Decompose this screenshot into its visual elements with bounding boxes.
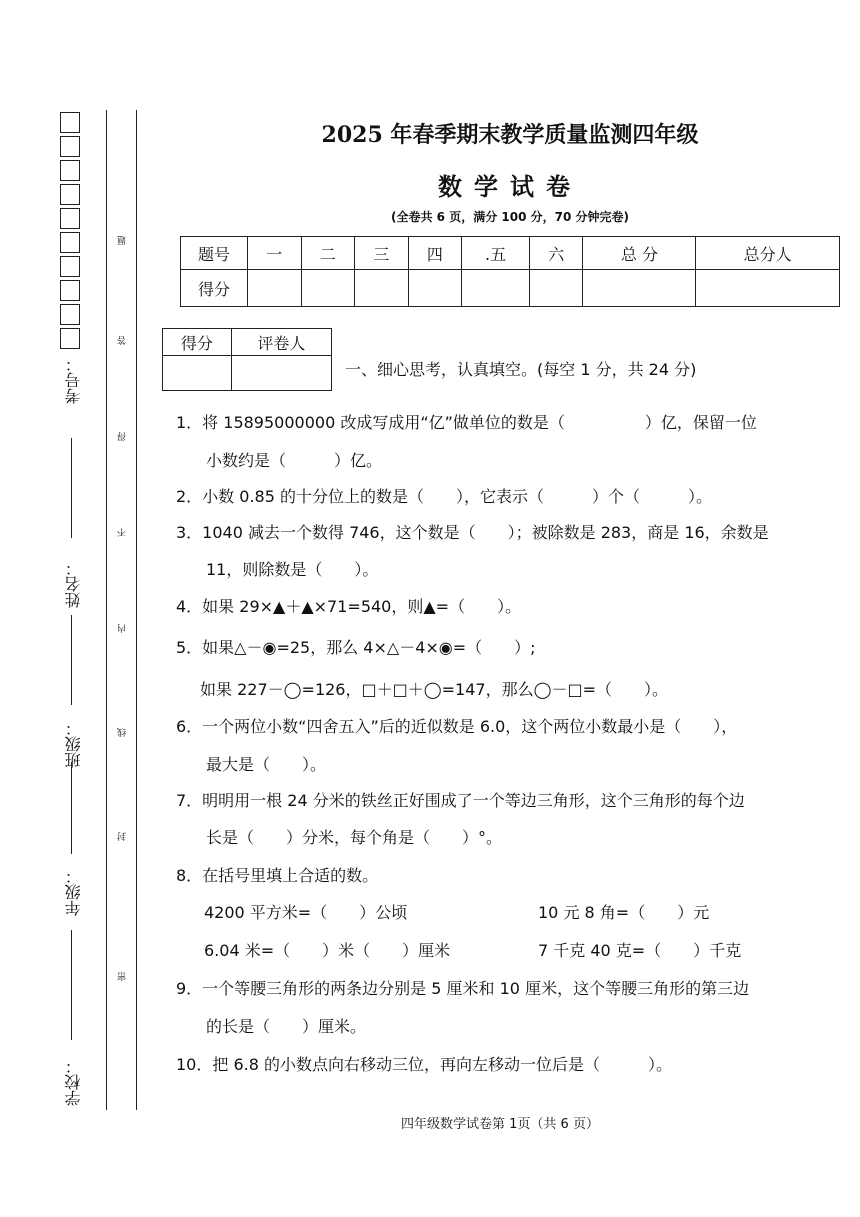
question-8-item-2: 10 元 8 角=（ ）元 [538, 903, 710, 922]
seal-char: 线 [118, 728, 128, 737]
score-cell[interactable] [248, 270, 302, 307]
class-fill-line [71, 615, 72, 705]
grader-table [162, 328, 332, 391]
question-8-item-1: 4200 平方米=（ ）公顷 [204, 903, 408, 922]
exam-subtitle: 数学试卷 [438, 173, 582, 201]
name-fill-line [71, 438, 72, 538]
grader-score-cell[interactable] [163, 356, 232, 391]
digit-box [60, 256, 80, 277]
question-9-line-2: 的长是（ ）厘米。 [206, 1017, 367, 1036]
question-3-line-1: 3．1040 减去一个数得 746，这个数是（ ）；被除数是 283，商是 16，余数是 [176, 523, 769, 542]
school-fill-line [71, 930, 72, 1040]
score-header-cell: 题号 [181, 237, 248, 270]
score-header-cell: 总分人 [696, 237, 840, 270]
score-header-cell: 二 [301, 237, 355, 270]
score-header-cell: 一 [248, 237, 302, 270]
seal-char: 题 [118, 236, 128, 245]
score-header-cell: 三 [355, 237, 409, 270]
question-3-line-2: 11，则除数是（ ）。 [206, 560, 379, 579]
school-label: 学校： [64, 1058, 83, 1106]
score-value-row [181, 270, 840, 307]
digit-box [60, 280, 80, 301]
question-1-line-2: 小数约是（ ）亿。 [206, 451, 383, 470]
seal-char: 密 [118, 972, 128, 981]
question-1-line-1: 1．将 15895000000 改成写成用“亿”做单位的数是（ ）亿，保留一位 [176, 413, 757, 432]
grader-score-label: 得分 [163, 329, 232, 356]
score-cell[interactable] [408, 270, 462, 307]
binding-line-left [106, 110, 107, 1110]
score-header-row [181, 237, 840, 270]
exam-number-label: 考号： [64, 356, 83, 404]
score-header-cell: 总 分 [583, 237, 696, 270]
score-cell[interactable] [583, 270, 696, 307]
score-cell[interactable] [696, 270, 840, 307]
class-label: 班级： [64, 720, 83, 768]
question-8-item-3: 6.04 米=（ ）米（ ）厘米 [204, 941, 451, 960]
binding-line-right [136, 110, 137, 1110]
score-cell[interactable] [355, 270, 409, 307]
question-5-line-2: 如果 227－◯=126，□＋□＋◯=147，那么◯－□=（ ）。 [200, 680, 668, 699]
seal-char: 得 [118, 432, 128, 441]
score-header-cell: .五 [462, 237, 530, 270]
score-cell[interactable] [462, 270, 530, 307]
question-9-line-1: 9．一个等腰三角形的两条边分别是 5 厘米和 10 厘米，这个等腰三角形的第三边 [176, 979, 750, 998]
grade-fill-line [71, 762, 72, 854]
question-5-line-1: 5．如果△－◉=25，那么 4×△－4×◉=（ ）; [176, 638, 536, 657]
seal-char: 封 [118, 832, 128, 841]
question-10: 10．把 6.8 的小数点向右移动三位，再向左移动一位后是（ ）。 [176, 1055, 672, 1074]
question-6-line-2: 最大是（ ）。 [206, 755, 327, 774]
page-footer: 四年级数学试卷第 1页（共 6 页） [401, 1117, 599, 1132]
question-4: 4．如果 29×▲＋▲×71=540，则▲=（ ）。 [176, 597, 522, 616]
question-8-item-4: 7 千克 40 克=（ ）千克 [538, 941, 742, 960]
seal-char: 答 [118, 336, 128, 345]
score-table [180, 236, 840, 307]
grader-name-cell[interactable] [231, 356, 331, 391]
question-2: 2．小数 0.85 的十分位上的数是（ ），它表示（ ）个（ ）。 [176, 487, 712, 506]
digit-box [60, 232, 80, 253]
grader-name-label: 评卷人 [231, 329, 331, 356]
question-8: 8．在括号里填上合适的数。 [176, 866, 379, 885]
grade-label: 年级： [64, 868, 83, 916]
question-7-line-2: 长是（ ）分米，每个角是（ ）°。 [206, 828, 503, 847]
seal-char: 不 [118, 528, 128, 537]
digit-box [60, 328, 80, 349]
exam-note: (全卷共 6 页，满分 100 分，70 分钟完卷) [391, 210, 629, 224]
question-6-line-1: 6．一个两位小数“四舍五入”后的近似数是 6.0，这个两位小数最小是（ ）， [176, 717, 738, 736]
section-1-title: 一、细心思考，认真填空。(每空 1 分，共 24 分) [345, 360, 697, 379]
score-header-cell: 六 [529, 237, 583, 270]
seal-char: 内 [118, 624, 128, 633]
question-7-line-1: 7．明明用一根 24 分米的铁丝正好围成了一个等边三角形，这个三角形的每个边 [176, 791, 745, 810]
score-cell[interactable] [529, 270, 583, 307]
digit-box [60, 304, 80, 325]
score-row-label: 得分 [181, 270, 248, 307]
score-cell[interactable] [301, 270, 355, 307]
name-label: 姓名： [64, 560, 83, 608]
score-header-cell: 四 [408, 237, 462, 270]
exam-title: 2025 年春季期末教学质量监测四年级 [321, 122, 699, 148]
